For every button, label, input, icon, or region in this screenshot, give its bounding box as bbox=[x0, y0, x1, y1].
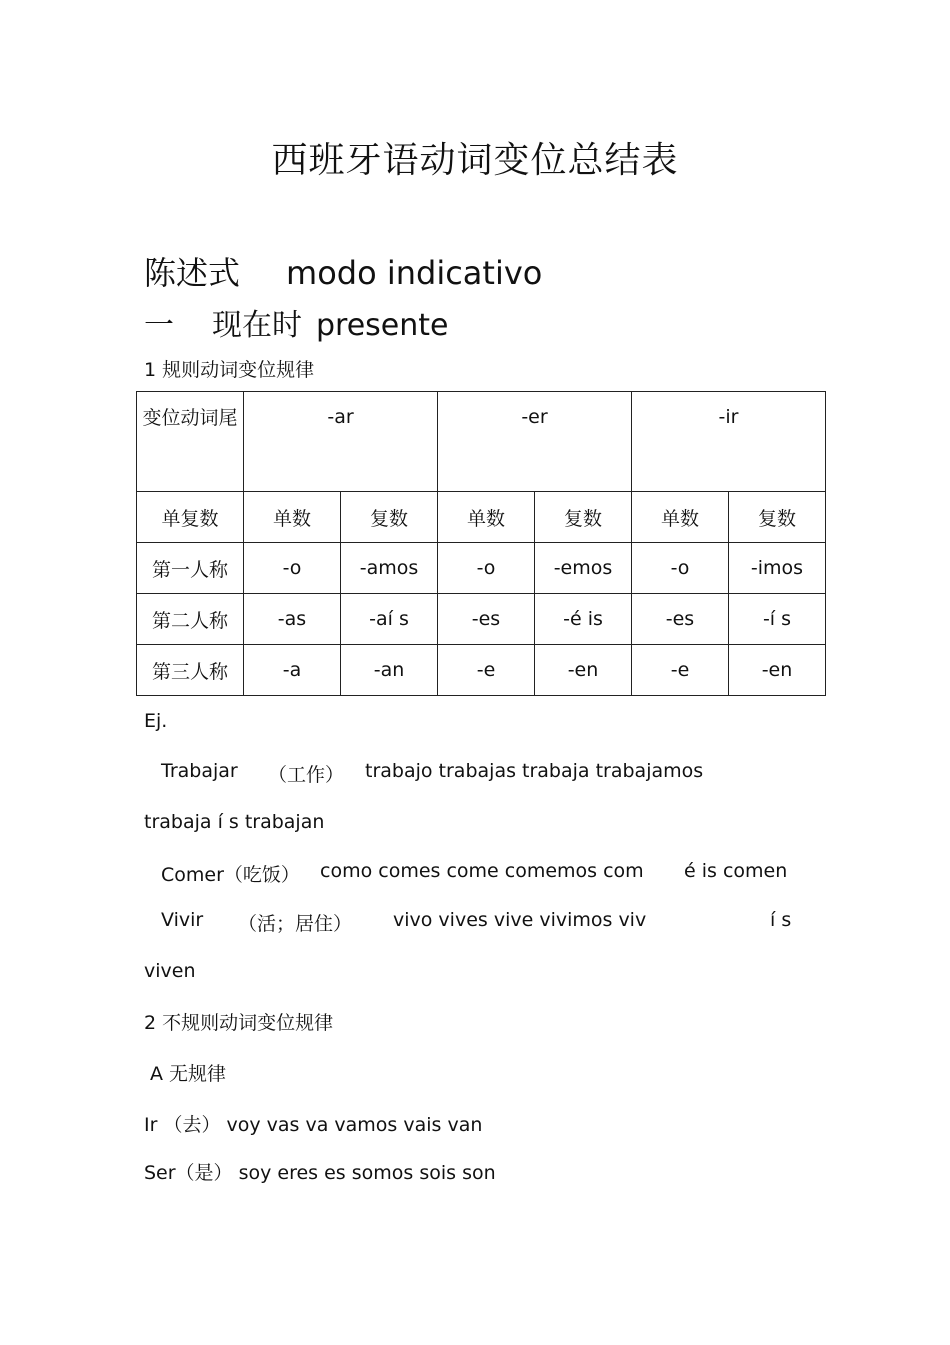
example-vivir-verb: Vivir bbox=[161, 909, 204, 931]
example-trabajar-meaning: （工作） bbox=[268, 764, 345, 786]
person-label: 第一人称 bbox=[137, 543, 244, 594]
section-irregular-verbs: 2 不规则动词变位规律 bbox=[144, 1012, 334, 1034]
example-vivir-last: viven bbox=[144, 960, 196, 982]
subsection-no-pattern: A 无规律 bbox=[150, 1063, 227, 1085]
table-cell: -e bbox=[438, 645, 535, 696]
ending-ar-cell bbox=[244, 392, 438, 492]
example-trabajar-forms: trabajo trabajas trabaja trabajamos bbox=[365, 760, 704, 782]
table-cell: -as bbox=[244, 594, 341, 645]
example-vivir-forms: vivo vives vive vivimos viv bbox=[393, 909, 647, 931]
corner-label: 变位动词尾 bbox=[142, 407, 238, 429]
table-cell: -o bbox=[244, 543, 341, 594]
ending-er-cell bbox=[438, 392, 632, 492]
table-cell: -amos bbox=[341, 543, 438, 594]
singular-ir: 单数 bbox=[632, 492, 729, 543]
heading-tense-es: presente bbox=[316, 308, 449, 343]
example-trabajar-verb: Trabajar bbox=[161, 760, 238, 782]
heading-mood-es: modo indicativo bbox=[286, 254, 543, 292]
example-ser: Ser（是） soy eres es somos sois son bbox=[144, 1162, 496, 1184]
example-trabajar-forms-cont: trabaja í s trabajan bbox=[144, 811, 325, 833]
table-cell: -e bbox=[632, 645, 729, 696]
heading-tense-zh: 现在时 bbox=[212, 308, 302, 343]
heading-tense-num: 一 bbox=[144, 308, 174, 343]
table-cell: -o bbox=[438, 543, 535, 594]
example-vivir-meaning: （活；居住） bbox=[238, 913, 353, 935]
ending-ar: -ar bbox=[327, 406, 354, 428]
example-vivir-tail: í s bbox=[770, 909, 792, 931]
ending-er: -er bbox=[521, 406, 548, 428]
table-header-row bbox=[137, 392, 826, 492]
plural-er: 复数 bbox=[535, 492, 632, 543]
table-cell: -aí s bbox=[341, 594, 438, 645]
table-cell: -emos bbox=[535, 543, 632, 594]
table-cell: -en bbox=[729, 645, 826, 696]
example-comer-forms: como comes come comemos com bbox=[320, 860, 644, 882]
table-cell: -an bbox=[341, 645, 438, 696]
heading-mood bbox=[144, 248, 542, 294]
example-label: Ej. bbox=[144, 710, 168, 732]
number-row-label: 单复数 bbox=[137, 492, 244, 543]
heading-mood-zh: 陈述式 bbox=[144, 254, 241, 292]
table-corner-cell bbox=[137, 392, 244, 492]
table-cell: -es bbox=[438, 594, 535, 645]
table-cell: -imos bbox=[729, 543, 826, 594]
table-row bbox=[137, 594, 826, 645]
table-cell: -a bbox=[244, 645, 341, 696]
table-cell: -en bbox=[535, 645, 632, 696]
table-row bbox=[137, 645, 826, 696]
plural-ar: 复数 bbox=[341, 492, 438, 543]
table-cell: -o bbox=[632, 543, 729, 594]
ending-ir-cell bbox=[632, 392, 826, 492]
conjugation-table bbox=[136, 391, 826, 696]
ending-ir: -ir bbox=[718, 406, 739, 428]
document-title: 西班牙语动词变位总结表 bbox=[271, 140, 679, 181]
table-cell: -í s bbox=[729, 594, 826, 645]
person-label: 第三人称 bbox=[137, 645, 244, 696]
table-cell: -é is bbox=[535, 594, 632, 645]
example-comer-verb: Comer（吃饭） bbox=[161, 864, 300, 886]
plural-ir: 复数 bbox=[729, 492, 826, 543]
table-number-row bbox=[137, 492, 826, 543]
singular-er: 单数 bbox=[438, 492, 535, 543]
example-comer-tail: é is comen bbox=[684, 860, 788, 882]
heading-tense bbox=[144, 300, 449, 344]
table-cell: -es bbox=[632, 594, 729, 645]
singular-ar: 单数 bbox=[244, 492, 341, 543]
table-row bbox=[137, 543, 826, 594]
example-ir: Ir （去） voy vas va vamos vais van bbox=[144, 1114, 483, 1136]
person-label: 第二人称 bbox=[137, 594, 244, 645]
section-regular-verbs: 1 规则动词变位规律 bbox=[144, 359, 315, 381]
